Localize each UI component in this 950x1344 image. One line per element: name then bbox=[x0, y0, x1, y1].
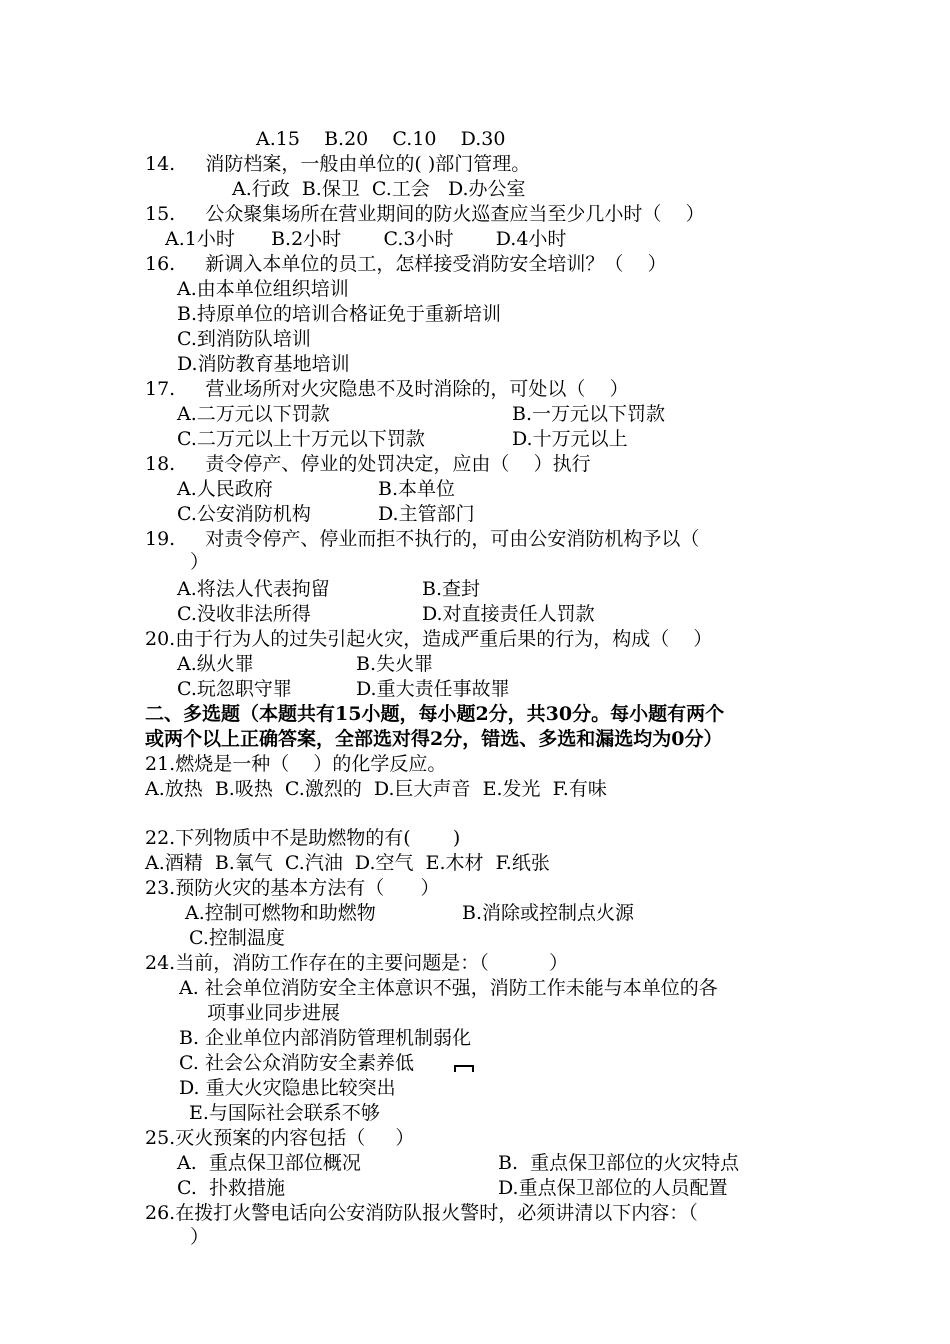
text-line: B.持原单位的培训合格证免于重新培训 bbox=[177, 303, 502, 325]
text-line: A.1小时 B.2小时 C.3小时 D.4小时 bbox=[165, 228, 567, 250]
text-line: C. 扑救措施 bbox=[177, 1177, 285, 1199]
text-line: B. 重点保卫部位的火灾特点 bbox=[498, 1152, 740, 1174]
text-line: C.公安消防机构 bbox=[177, 503, 311, 525]
text-line: A.15 B.20 C.10 D.30 bbox=[256, 128, 506, 150]
text-line: 26.在拨打火警电话向公安消防队报火警时，必须讲清以下内容：（ bbox=[145, 1202, 698, 1224]
text-line: D.主管部门 bbox=[378, 503, 475, 525]
text-line: C.玩忽职守罪 bbox=[177, 678, 292, 700]
text-line: D. 重大火灾隐患比较突出 bbox=[179, 1077, 396, 1099]
text-line: B.查封 bbox=[422, 578, 481, 600]
text-line: A.人民政府 bbox=[177, 478, 273, 500]
text-line: A. 社会单位消防安全主体意识不强，消防工作未能与本单位的各 bbox=[179, 977, 718, 999]
text-line: C.到消防队培训 bbox=[177, 328, 311, 350]
text-line: D.消防教育基地培训 bbox=[177, 353, 350, 375]
text-line: B.一万元以下罚款 bbox=[512, 403, 666, 425]
text-line: A.放热 B.吸热 C.激烈的 D.巨大声音 E.发光 F.有味 bbox=[145, 778, 607, 800]
text-line: 21.燃烧是一种（ ）的化学反应。 bbox=[145, 753, 447, 775]
text-line: B.本单位 bbox=[378, 478, 456, 500]
text-line: B.消除或控制点火源 bbox=[462, 902, 635, 924]
text-line: 14. 消防档案，一般由单位的( )部门管理。 bbox=[145, 153, 531, 175]
text-line: A.将法人代表拘留 bbox=[177, 578, 330, 600]
text-line: 24.当前，消防工作存在的主要问题是：（ ） bbox=[145, 952, 569, 974]
text-line: 25.灭火预案的内容包括（ ） bbox=[145, 1127, 415, 1149]
text-line: A.由本单位组织培训 bbox=[177, 278, 349, 300]
text-line: ） bbox=[190, 1226, 210, 1248]
text-line: A.二万元以下罚款 bbox=[177, 403, 330, 425]
text-line: A.行政 B.保卫 C.工会 D.办公室 bbox=[232, 178, 526, 200]
text-line: 22.下列物质中不是助燃物的有( ) bbox=[145, 827, 461, 849]
text-line: C.没收非法所得 bbox=[177, 603, 311, 625]
text-line: 19. 对责令停产、停业而拒不执行的，可由公安消防机构予以（ bbox=[145, 528, 700, 550]
text-line: C. 社会公众消防安全素养低 bbox=[179, 1052, 414, 1074]
text-line: ） bbox=[190, 551, 210, 573]
text-line: 17. 营业场所对火灾隐患不及时消除的，可处以（ ） bbox=[145, 378, 629, 400]
text-line: A.酒精 B.氧气 C.汽油 D.空气 E.木材 F.纸张 bbox=[145, 852, 550, 874]
section-heading-line: 或两个以上正确答案，全部选对得2分，错选、多选和漏选均为0分） bbox=[145, 728, 723, 750]
text-line: 项事业同步进展 bbox=[207, 1002, 341, 1024]
text-line: B.失火罪 bbox=[356, 653, 434, 675]
text-line: A. 重点保卫部位概况 bbox=[177, 1152, 361, 1174]
section-heading-line: 二、多选题（本题共有15小题，每小题2分，共30分。每小题有两个 bbox=[145, 703, 725, 725]
text-line: A.控制可燃物和助燃物 bbox=[185, 902, 376, 924]
text-line: 15. 公众聚集场所在营业期间的防火巡查应当至少几小时（ ） bbox=[145, 203, 705, 225]
text-line: B. 企业单位内部消防管理机制弱化 bbox=[179, 1027, 472, 1049]
text-line: D.十万元以上 bbox=[512, 428, 628, 450]
text-line: A.纵火罪 bbox=[177, 653, 254, 675]
text-line: D.重大责任事故罪 bbox=[356, 678, 510, 700]
text-line: 16. 新调入本单位的员工，怎样接受消防安全培训？（ ） bbox=[145, 253, 667, 275]
text-line: C.二万元以上十万元以下罚款 bbox=[177, 428, 425, 450]
text-line: 18. 责令停产、停业的处罚决定，应由（ ）执行 bbox=[145, 453, 591, 475]
underline-mark bbox=[454, 1063, 474, 1073]
text-line: D.重点保卫部位的人员配置 bbox=[498, 1177, 728, 1199]
text-line: E.与国际社会联系不够 bbox=[189, 1102, 380, 1124]
text-line: 23.预防火灾的基本方法有（ ） bbox=[145, 877, 440, 899]
text-line: D.对直接责任人罚款 bbox=[422, 603, 595, 625]
text-line: C.控制温度 bbox=[189, 927, 285, 949]
text-line: 20.由于行为人的过失引起火灾，造成严重后果的行为，构成（ ） bbox=[145, 628, 713, 650]
